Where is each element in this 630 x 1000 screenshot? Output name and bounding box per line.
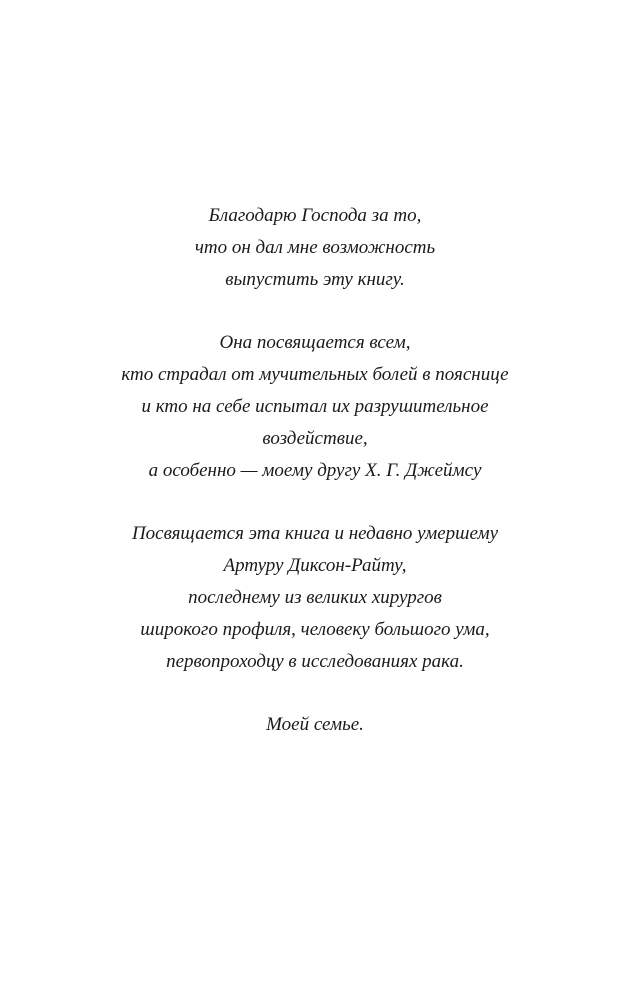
dedication-line: Моей семье. (266, 714, 364, 735)
dedication-line: выпустить эту книгу. (225, 269, 405, 290)
dedication-line: Артуру Диксон-Райту, (223, 555, 407, 576)
dedication-line: и кто на себе испытал их разрушительное (141, 396, 489, 417)
dedication-line: а особенно — моему другу Х. Г. Джеймсу (148, 460, 482, 481)
dedication-line: Она посвящается всем, (219, 332, 411, 353)
dedication-line: последнему из великих хирургов (188, 587, 442, 608)
dedication-stanza-sufferers (0, 327, 630, 487)
dedication-stanza-family (0, 709, 630, 741)
dedication-line: Благодарю Господа за то, (208, 205, 422, 226)
dedication-line: что он дал мне возможность (194, 237, 436, 258)
dedication-text (0, 200, 630, 772)
dedication-line: Посвящается эта книга и недавно умершему (131, 523, 499, 544)
dedication-line: широкого профиля, человеку большого ума, (140, 619, 490, 640)
dedication-line: воздействие, (262, 428, 368, 449)
dedication-stanza-surgeon (0, 518, 630, 678)
dedication-line: кто страдал от мучительных болей в пояснице (121, 364, 509, 385)
dedication-line: первопроходцу в исследованиях рака. (166, 651, 464, 672)
dedication-stanza-gratitude (0, 200, 630, 296)
